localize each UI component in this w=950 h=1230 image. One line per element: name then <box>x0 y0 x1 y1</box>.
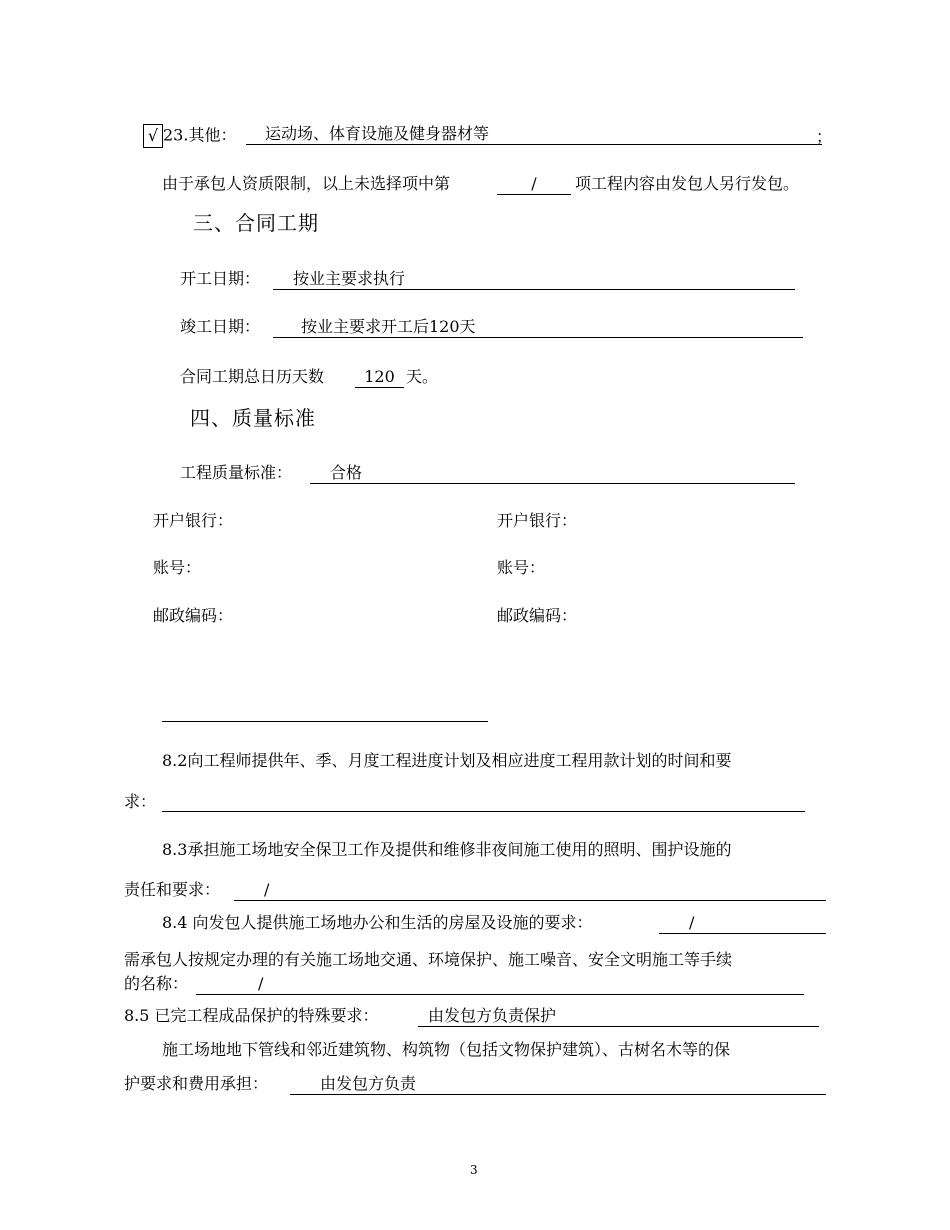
underground-value[interactable]: 由发包方负责 <box>290 1074 826 1095</box>
clause-8-2-line2: 求： <box>124 792 157 811</box>
item23-row <box>143 124 236 148</box>
clause-8-5-value[interactable]: 由发包方负责保护 <box>418 1006 819 1027</box>
right-bank-label: 开户银行： <box>497 511 578 530</box>
right-postcode-label: 邮政编码： <box>497 606 578 625</box>
start-date-label: 开工日期： <box>180 269 261 288</box>
subcontract-value[interactable]: / <box>497 174 571 195</box>
item23-value[interactable]: 运动场、体育设施及健身器材等 <box>246 124 822 145</box>
quality-label: 工程质量标准： <box>180 463 293 482</box>
section4-heading: 四、质量标准 <box>190 406 316 430</box>
left-account-label: 账号： <box>153 558 202 577</box>
item23-label: 23.其他： <box>163 125 237 145</box>
quality-value[interactable]: 合格 <box>310 463 795 484</box>
clause-8-3-line1: 8.3承担施工场地安全保卫工作及提供和维修非夜间施工使用的照明、围护设施的 <box>162 840 732 859</box>
clause-8-3-line2: 责任和要求： <box>124 880 221 899</box>
subcontract-prefix: 由于承包人资质限制，以上未选择项中第 <box>162 174 451 193</box>
permits-line1: 需承包人按规定办理的有关施工场地交通、环境保护、施工噪音、安全文明施工等手续 <box>124 950 733 969</box>
clause-8-2-line1: 8.2向工程师提供年、季、月度工程进度计划及相应进度工程用款计划的时间和要 <box>162 751 732 770</box>
underground-line2: 护要求和费用承担： <box>124 1074 269 1093</box>
clause-8-5-text: 8.5 已完工程成品保护的特殊要求： <box>124 1006 379 1025</box>
clause-8-2-blank[interactable] <box>162 811 805 812</box>
underground-line1: 施工场地地下管线和邻近建筑物、构筑物（包括文物保护建筑）、古树名木等的保 <box>162 1040 731 1059</box>
end-date-value[interactable]: 按业主要求开工后120天 <box>273 317 803 338</box>
total-days-value[interactable]: 120 <box>355 367 404 388</box>
total-days-suffix: 天。 <box>406 367 439 386</box>
left-postcode-label: 邮政编码： <box>153 606 234 625</box>
page-number: 3 <box>470 1163 478 1177</box>
permits-line2: 的名称： <box>124 974 189 993</box>
item23-tail: ； <box>816 127 833 146</box>
checkbox-checked-icon[interactable]: √ <box>143 124 163 148</box>
start-date-value[interactable]: 按业主要求执行 <box>273 269 795 290</box>
total-days-prefix: 合同工期总日历天数 <box>180 367 325 386</box>
right-account-label: 账号： <box>497 558 546 577</box>
separator-line <box>162 721 488 722</box>
left-bank-label: 开户银行： <box>153 511 234 530</box>
end-date-label: 竣工日期： <box>180 317 261 336</box>
subcontract-suffix: 项工程内容由发包人另行发包。 <box>575 174 800 193</box>
clause-8-3-value[interactable]: / <box>234 880 826 901</box>
section3-heading: 三、合同工期 <box>193 211 319 235</box>
permits-value[interactable]: / <box>196 974 804 995</box>
clause-8-4-text: 8.4 向发包人提供施工场地办公和生活的房屋及设施的要求： <box>162 913 593 932</box>
clause-8-4-value[interactable]: / <box>659 913 826 934</box>
